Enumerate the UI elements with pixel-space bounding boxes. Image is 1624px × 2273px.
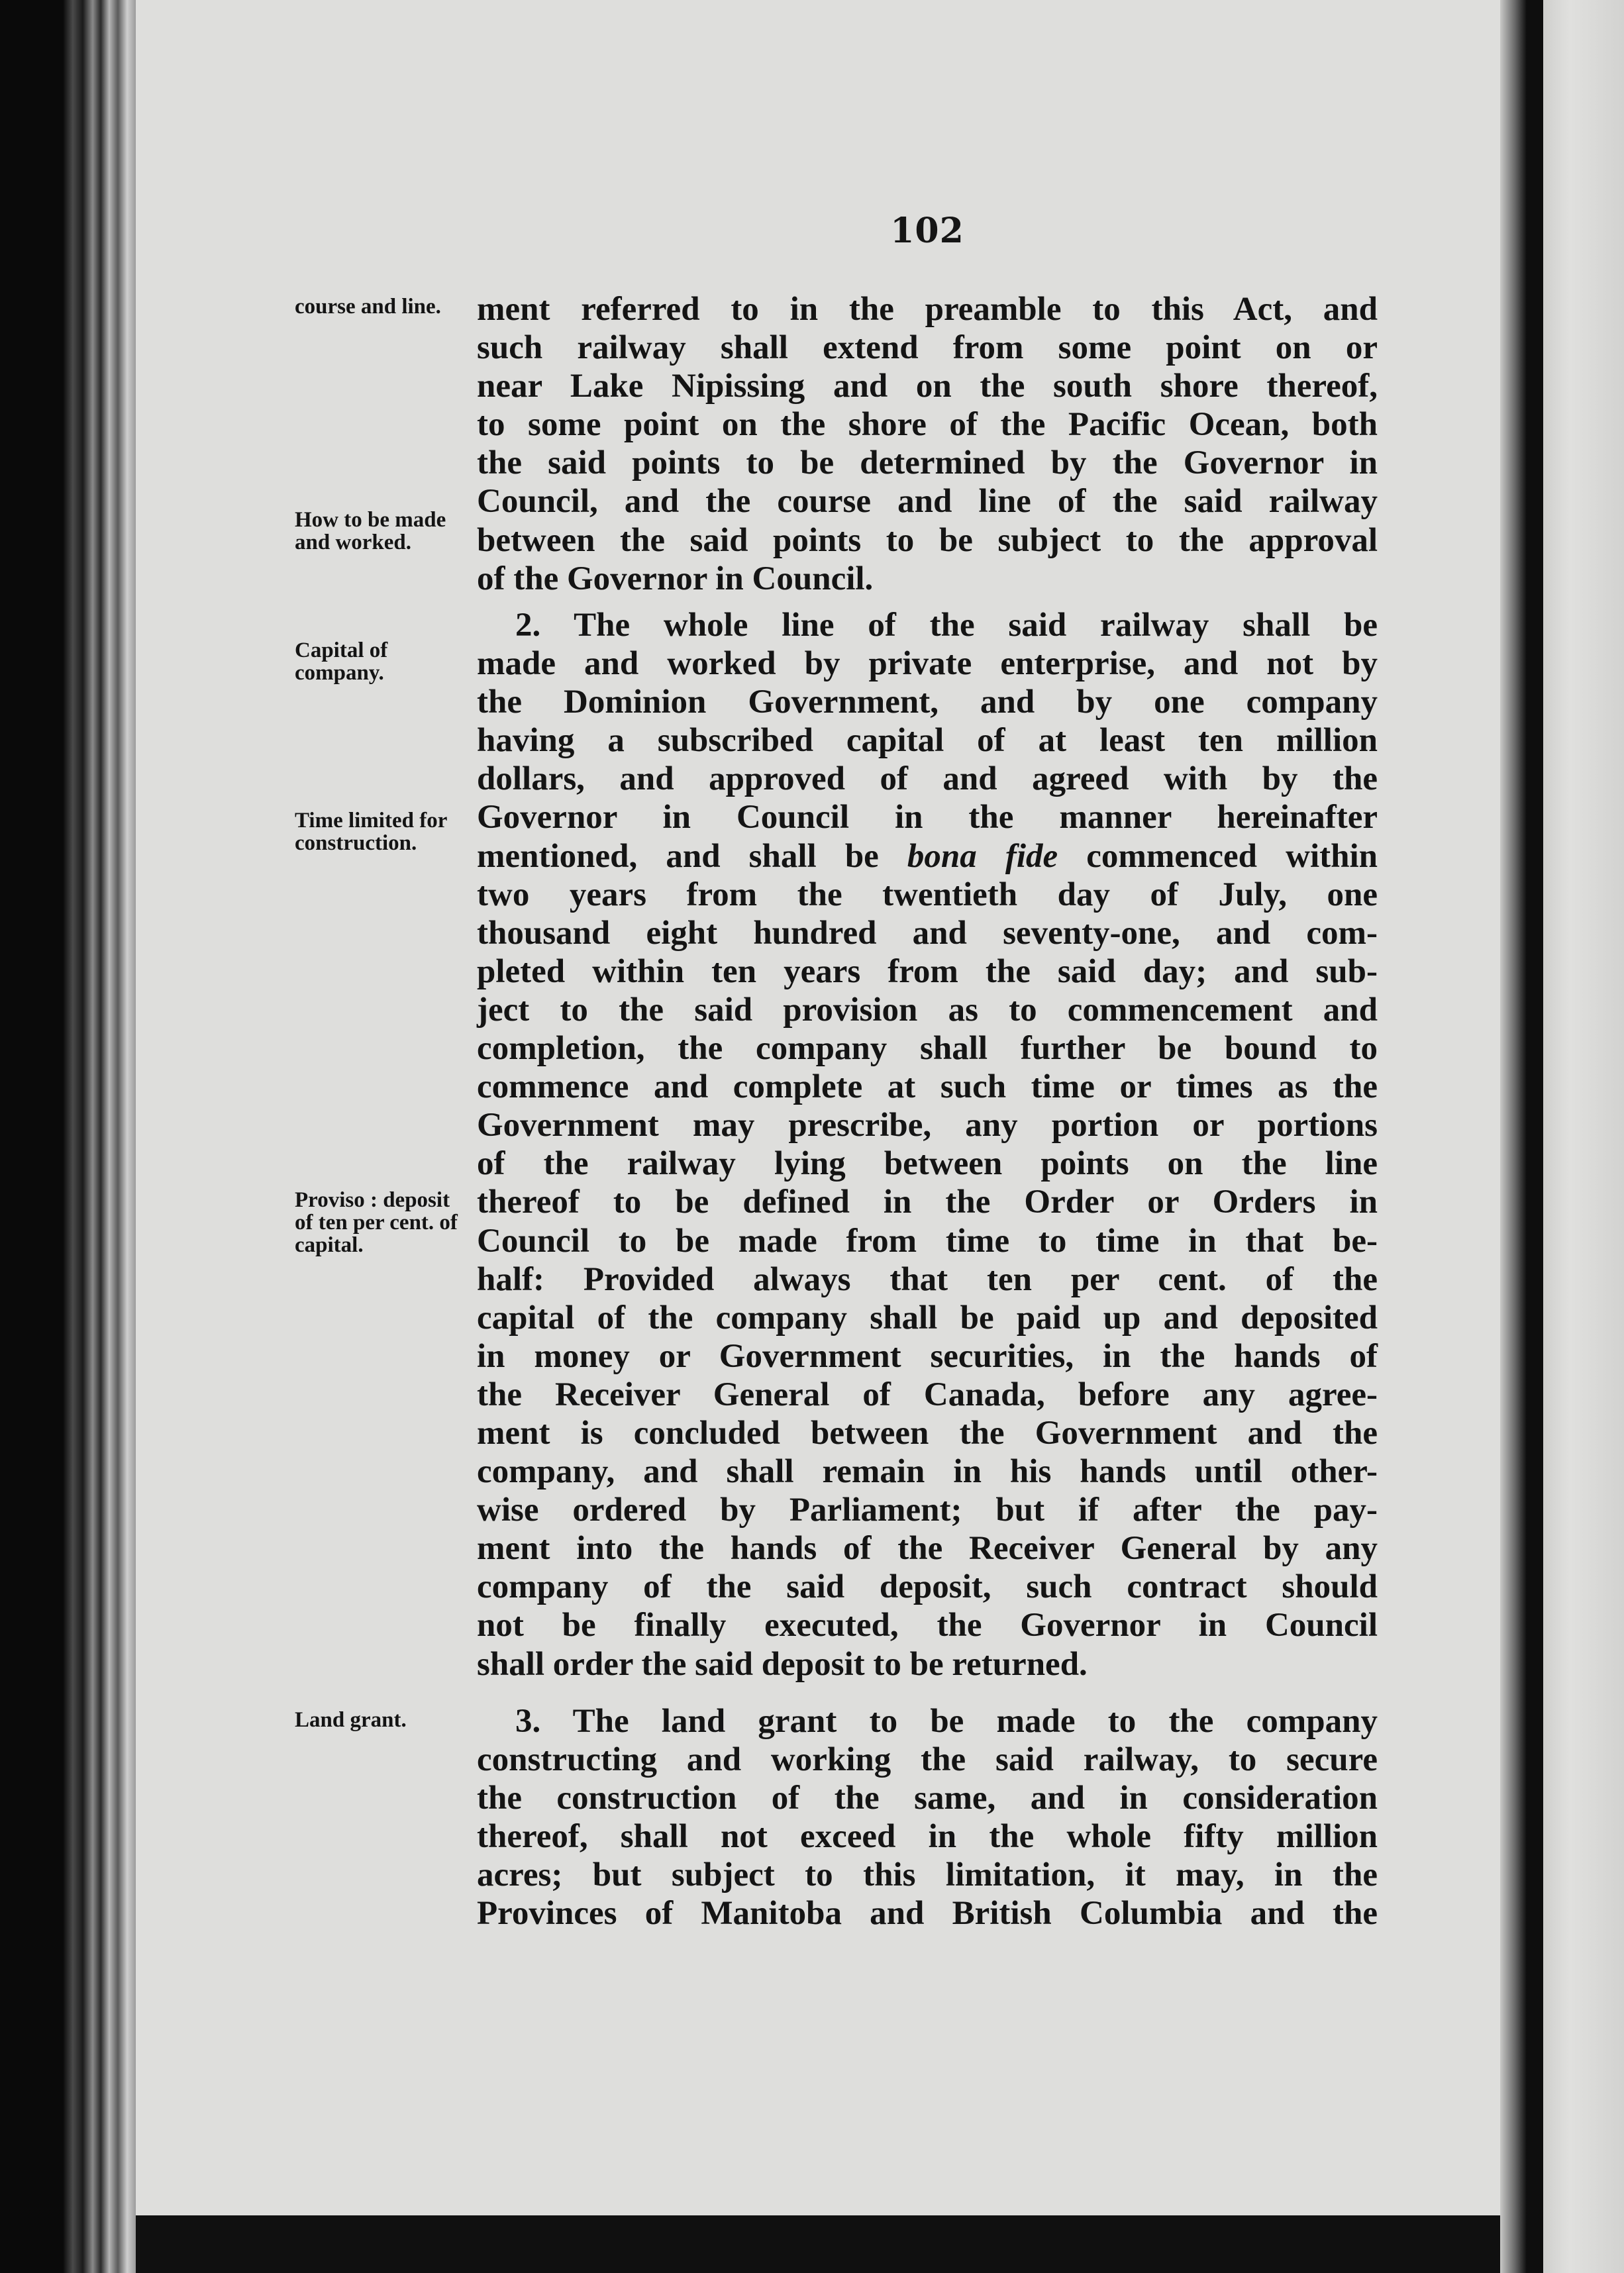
text-line: Council to be made from time to time in that be- xyxy=(477,1222,1378,1260)
text-line: capital of the company shall be paid up and deposited xyxy=(477,1299,1378,1337)
text-line: shall order the said deposit to be returned. xyxy=(477,1645,1088,1683)
text-line: thousand eight hundred and seventy-one, and com- xyxy=(477,914,1378,952)
text-line: company of the said deposit, such contract should xyxy=(477,1568,1378,1606)
text-line: the construction of the same, and in consideration xyxy=(477,1780,1378,1817)
text-line: to some point on the shore of the Pacific Ocean, both xyxy=(477,406,1378,444)
margin-note-capital-of-company: Capital of company. xyxy=(295,638,388,685)
text-line: having a subscribed capital of at least ten million xyxy=(477,722,1378,760)
text-line: ject to the said provision as to commencement and xyxy=(477,991,1378,1029)
text-line: the Dominion Government, and by one company xyxy=(477,683,1378,721)
text-line: not be finally executed, the Governor in Council xyxy=(477,1607,1378,1644)
section-number: 3. xyxy=(515,1703,541,1740)
paragraph-2 xyxy=(477,606,1378,1684)
text-line: Council, and the course and line of the said railway xyxy=(477,483,1378,521)
text-line: Government may prescribe, any portion or portions xyxy=(477,1107,1378,1144)
text-line: company, and shall remain in his hands until other- xyxy=(477,1453,1378,1491)
text-line: pleted within ten years from the said day; and sub- xyxy=(477,952,1378,990)
text-line: Governor in Council in the manner hereinafter xyxy=(477,799,1378,836)
page-number: 102 xyxy=(890,211,964,251)
margin-note-proviso-deposit: Proviso : deposit of ten per cent. of capital. xyxy=(295,1188,458,1257)
margin-note-time-limited: Time limited for construction. xyxy=(295,809,447,855)
text-line: in money or Government securities, in the hands of xyxy=(477,1337,1378,1375)
margin-note-course-and-line: course and line. xyxy=(295,295,441,319)
text-line: two years from the twentieth day of July, one xyxy=(477,876,1378,913)
text-line: ment is concluded between the Government and the xyxy=(477,1414,1378,1452)
text-line: completion, the company shall further be bound to xyxy=(477,1030,1378,1068)
margin-note-land-grant: Land grant. xyxy=(295,1708,407,1732)
text-line: of the railway lying between points on the line xyxy=(477,1145,1378,1183)
book-binding-edge xyxy=(0,0,142,2273)
paragraph-1 xyxy=(477,290,1378,598)
text-line: of the Governor in Council. xyxy=(477,560,874,597)
text-line: thereof to be defined in the Order or Orders in xyxy=(477,1184,1378,1221)
paragraph-3 xyxy=(477,1702,1378,1933)
right-gutter-shadow xyxy=(1500,0,1543,2273)
text-line: made and worked by private enterprise, and not by xyxy=(477,645,1378,683)
italic-phrase: bona fide xyxy=(907,837,1058,875)
text-line: ment referred to in the preamble to this Act, and xyxy=(477,291,1378,328)
text-line: constructing and working the said railway, to secure xyxy=(477,1741,1378,1779)
text-line: commence and complete at such time or times as the xyxy=(477,1068,1378,1106)
text-line: between the said points to be subject to the approval xyxy=(477,521,1378,559)
text-line: such railway shall extend from some point on or xyxy=(477,329,1378,367)
text-line-body: The land grant to be made to the company xyxy=(572,1703,1378,1740)
facing-page-edge xyxy=(1543,0,1624,2273)
text-line: mentioned, and shall be bona fide commenced within xyxy=(477,837,1378,875)
text-line: acres; but subject to this limitation, it may, in the xyxy=(477,1856,1378,1894)
text-line: ment into the hands of the Receiver General by any xyxy=(477,1530,1378,1568)
text-line: thereof, shall not exceed in the whole fifty million xyxy=(477,1818,1378,1856)
text-line: half: Provided always that ten per cent. of the xyxy=(477,1260,1378,1298)
page-bottom-shadow xyxy=(136,2215,1523,2273)
text-line: Provinces of Manitoba and British Columbia and the xyxy=(477,1895,1378,1933)
text-line: the said points to be determined by the Governor in xyxy=(477,444,1378,482)
text-line: wise ordered by Parliament; but if after the pay- xyxy=(477,1491,1378,1529)
text-line: the Receiver General of Canada, before any agree- xyxy=(477,1376,1378,1413)
text-line: dollars, and approved of and agreed with by the xyxy=(477,760,1378,798)
text-line: 2. The whole line of the said railway shall be xyxy=(515,607,1378,644)
margin-note-how-made-worked: How to be made and worked. xyxy=(295,508,446,554)
text-line: near Lake Nipissing and on the south shore thereof, xyxy=(477,368,1378,405)
text-line-with-section-number xyxy=(477,1702,1378,1741)
